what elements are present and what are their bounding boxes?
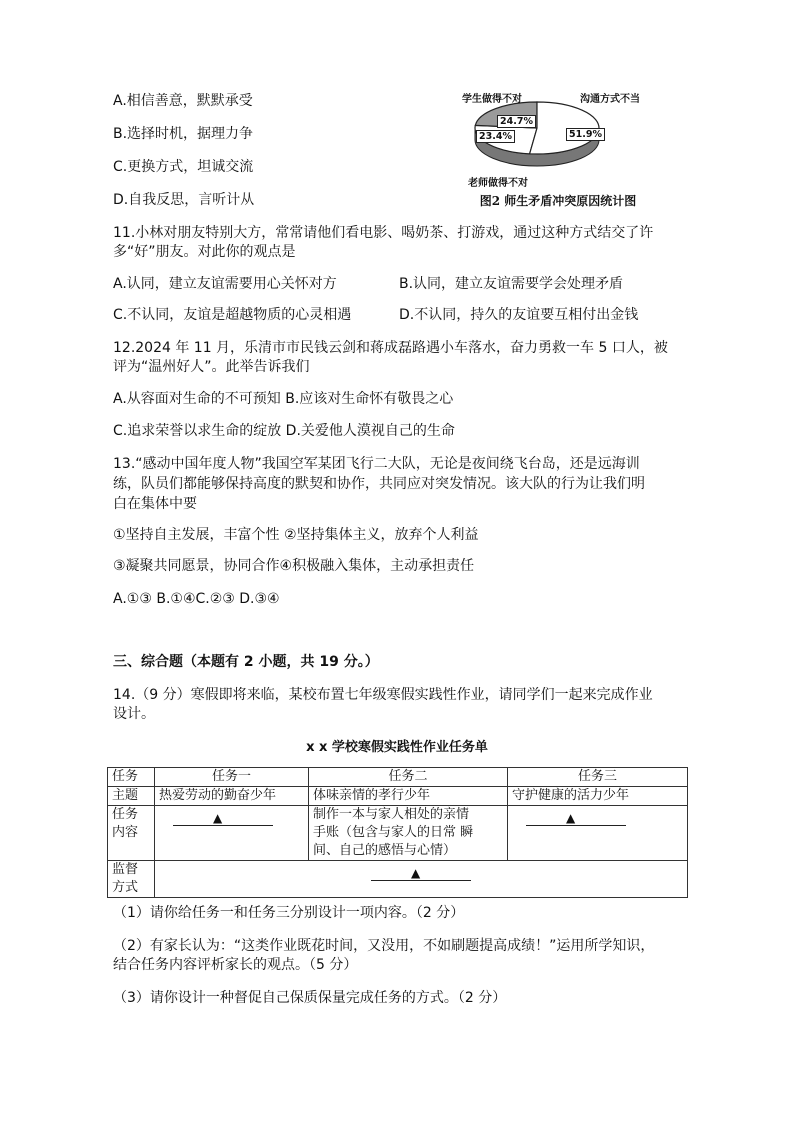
theme-cell-task3: 守护健康的活力少年 — [508, 787, 688, 806]
header-cell-task2: 任务二 — [309, 768, 508, 787]
pie-chart — [452, 88, 684, 210]
q14-sub3: （3）请你设计一种督促自己保质保量完成任务的方式。（2 分） — [113, 990, 507, 1006]
table-row-content — [108, 806, 688, 861]
header-cell-task1: 任务一 — [155, 768, 309, 787]
q11-option-a: A.认同，建立友谊需要用心关怀对方 — [113, 276, 337, 292]
answer-blank-task1 — [173, 811, 273, 826]
content-cell-task1 — [155, 806, 309, 861]
q11-option-d: D.不认同，持久的友谊要互相付出金钱 — [399, 307, 639, 323]
answer-blank-supervise — [371, 866, 471, 881]
triangle-marker-icon: ▲ — [213, 811, 223, 825]
q11-option-b: B.认同，建立友谊需要学会处理矛盾 — [399, 276, 624, 292]
row-label-content-line1: 任务 — [112, 807, 139, 822]
table-row-supervise — [108, 861, 688, 898]
triangle-marker-icon: ▲ — [566, 811, 576, 825]
theme-cell-task1: 热爱劳动的勤奋少年 — [155, 787, 309, 806]
q11-option-c: C.不认同，友谊是超越物质的心灵相遇 — [113, 307, 352, 323]
q14-sub1: （1）请你给任务一和任务三分别设计一项内容。（2 分） — [113, 905, 465, 921]
q14-sub2-line2: 结合任务内容评析家长的观点。（5 分） — [113, 957, 358, 973]
row-label-supervise-line1: 监督 — [112, 862, 139, 877]
theme-cell-task2: 体味亲情的孝行少年 — [309, 787, 508, 806]
task2-content-line1: 制作一本与家人相处的亲情 — [313, 807, 470, 822]
content-cell-task3 — [508, 806, 688, 861]
table-row-theme — [108, 787, 688, 806]
task2-content-line3: 间、自己的感悟与心情） — [313, 843, 457, 858]
table-header-row — [108, 768, 688, 787]
pct-label-student: 24.7% — [497, 115, 536, 128]
supervise-cell — [155, 861, 688, 898]
row-label-supervise-line2: 方式 — [112, 880, 139, 895]
row-label-content — [108, 806, 155, 861]
row-label-supervise — [108, 861, 155, 898]
row-label-theme: 主题 — [108, 787, 155, 806]
triangle-marker-icon: ▲ — [411, 866, 421, 880]
task2-content-line2: 手账（包含与家人的日常 瞬 — [313, 825, 474, 840]
q14-stem-line1: 14.（9 分）寒假即将来临，某校布置七年级寒假实践性作业，请同学们一起来完成作业 — [113, 687, 653, 703]
q11-stem-line2: 多“好”朋友。对此你的观点是 — [113, 244, 296, 260]
q13-stem-line1: 13.“感动中国年度人物”我国空军某团飞行二大队，无论是夜间绕飞台岛，还是远海训 — [113, 456, 640, 472]
q10-option-d: D.自我反思，言听计从 — [113, 192, 255, 208]
content-cell-task2 — [309, 806, 508, 861]
table-title: x x 学校寒假实践性作业任务单 — [306, 740, 488, 755]
q13-items-12: ①坚持自主发展，丰富个性 ②坚持集体主义，放弃个人利益 — [113, 527, 479, 543]
legend-communication: 沟通方式不当 — [580, 94, 640, 105]
header-cell-task3: 任务三 — [508, 768, 688, 787]
q12-options-cd: C.追求荣誉以求生命的绽放 D.关爱他人漠视自己的生命 — [113, 423, 455, 439]
section-heading: 三、综合题（本题有 2 小题，共 19 分。） — [113, 654, 379, 670]
q12-stem-line2: 评为“温州好人”。此举告诉我们 — [113, 359, 310, 375]
q13-options: A.①③ B.①④C.②③ D.③④ — [113, 591, 280, 607]
q10-option-a: A.相信善意，默默承受 — [113, 93, 253, 109]
q10-option-b: B.选择时机，据理力争 — [113, 126, 254, 142]
q13-stem-line2: 练，队员们都能够保持高度的默契和协作，共同应对突发情况。该大队的行为让我们明 — [113, 476, 645, 492]
pct-label-teacher: 23.4% — [476, 130, 515, 143]
row-label-content-line2: 内容 — [112, 825, 139, 840]
q14-sub2-line1: （2）有家长认为：“这类作业既花时间，又没用，不如刷题提高成绩！”运用所学知识， — [113, 938, 655, 954]
answer-blank-task3 — [526, 811, 626, 826]
q12-stem-line1: 12.2024 年 11 月，乐清市市民钱云剑和蒋成磊路遇小车落水，奋力勇救一车 5 口人，被 — [113, 340, 668, 356]
q13-items-34: ③凝聚共同愿景，协同合作④积极融入集体，主动承担责任 — [113, 558, 475, 574]
legend-teacher-wrong: 老师做得不对 — [468, 178, 528, 189]
header-cell-task: 任务 — [108, 768, 155, 787]
q14-stem-line2: 设计。 — [113, 706, 155, 722]
legend-student-wrong: 学生做得不对 — [462, 94, 522, 105]
q12-options-ab: A.从容面对生命的不可预知 B.应该对生命怀有敬畏之心 — [113, 391, 454, 407]
q11-stem-line1: 11.小林对朋友特别大方，常常请他们看电影、喝奶茶、打游戏，通过这种方式结交了许 — [113, 225, 654, 241]
q10-option-c: C.更换方式，坦诚交流 — [113, 159, 254, 175]
q13-stem-line3: 白在集体中要 — [113, 496, 197, 512]
task-table — [107, 767, 688, 898]
chart-caption: 图2 师生矛盾冲突原因统计图 — [479, 194, 637, 208]
pct-label-communication: 51.9% — [566, 128, 605, 141]
